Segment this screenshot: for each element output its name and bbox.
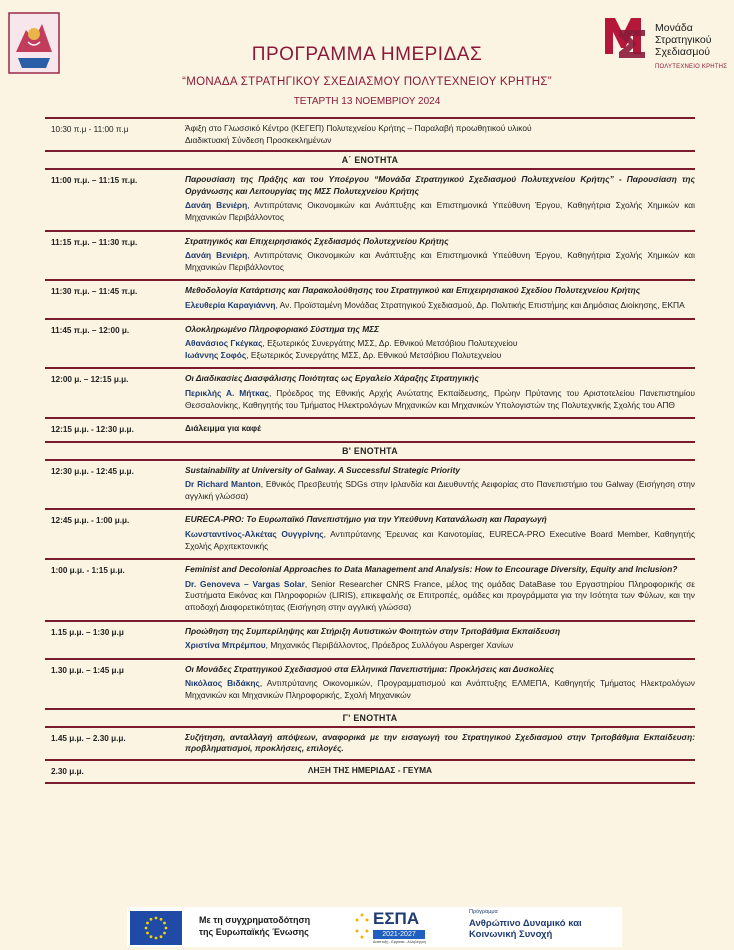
speaker-role: , Πρόεδρος της Εθνικής Αρχής Ανώτατης Εκπαίδευσης, Πρώην Πρύτανης του Αριστοτελείου Πανεπιστημίου Θεσσαλονίκης, Καθηγητής του Τμήματος Ηλεκτρολόγων Μηχανικών και Μηχανικών Υπολογιστών της Πολυτεχνικής Σχολής του ΑΠΘ <box>185 387 695 410</box>
time-cell: 1:00 μ.μ. - 1:15 μ.μ. <box>51 566 125 576</box>
speaker-name: Δανάη Βενιέρη <box>185 250 248 261</box>
content-cell <box>185 369 695 417</box>
speaker-role: , Senior Researcher CNRS France, μέλος της ομάδας DataBase του Εργαστηρίου Πληροφορικής σε Συστήματα Εικόνας και Πληροφοριών (LIRIS), επικεφαλής σε Επιτροπές, ομάδες και προγράμματα για την Ισότητα των Φύλων, και την αποδοχή Διαφορετικότητας (Εισήγηση στην αγγλική γλώσσα) <box>185 578 695 613</box>
speaker-name: Χριστίνα Μπρέμπου <box>185 640 266 651</box>
page-title: ΠΡΟΓΡΑΜΜΑ ΗΜΕΡΙΔΑΣ <box>251 44 483 65</box>
content-cell <box>185 728 695 759</box>
speaker-role: , Εξωτερικός Συνεργάτης ΜΣΣ, Δρ. Εθνικού Μετσόβιου Πολυτεχνείου <box>262 338 518 349</box>
content-cell <box>185 660 695 708</box>
speaker-role: , Αντιπρύτανις Οικονομικών και Ανάπτυξης και Επιστημονικά Υπεύθυνη Έργου, Καθηγήτρια Σχολής Χημικών και Μηχανικών Περιβάλλοντος <box>185 200 695 222</box>
schedule-row <box>45 419 695 441</box>
section-heading: Β' ΕΝΟΤΗΤΑ <box>342 445 398 456</box>
schedule-row <box>45 369 695 417</box>
speaker-info <box>185 250 695 273</box>
speaker-info <box>185 338 695 350</box>
page-subtitle: “ΜΟΝΑΔΑ ΣΤΡΑΤΗΓΙΚΟΥ ΣΧΕΔΙΑΣΜΟΥ ΠΟΛΥΤΕΧΝΕΙΟΥ ΚΡΗΤΗΣ” <box>182 76 552 88</box>
content-cell <box>185 419 695 441</box>
schedule-row <box>45 119 695 150</box>
section-heading: Α΄ ΕΝΟΤΗΤΑ <box>341 155 399 166</box>
time-cell: 10:30 π.μ - 11:00 π.μ <box>51 125 129 134</box>
espa-title: ΕΣΠΑ <box>373 909 420 928</box>
schedule-row <box>45 281 695 317</box>
time-cell: 12:30 μ.μ. - 12:45 μ.μ. <box>51 466 134 476</box>
schedule-row <box>45 728 695 759</box>
content-cell <box>185 461 695 509</box>
time-cell: 12:15 μ.μ. - 12:30 μ.μ. <box>51 425 134 435</box>
schedule-row <box>45 560 695 619</box>
divider <box>45 782 695 784</box>
content-cell <box>185 170 695 229</box>
speaker-role: , Αντιπρύτανις Οικονομικών και Ανάπτυξης και Επιστημονικά Υπεύθυνη Έργου, Καθηγήτρια Σχολής Χημικών και Μηχανικών Περιβάλλοντος <box>185 250 695 272</box>
espa-logo <box>353 909 427 945</box>
content-cell <box>185 622 695 658</box>
speaker-name: Δανάη Βενιέρη <box>185 200 248 211</box>
speaker-role: , Αντιπρύτανης Οικονομικών, Προγραμματισμού και Ανάπτυξης ΕΛΜΕΠΑ, Καθηγητής Τμήματος Ηλεκτρολόγων Μηχανικών και Μηχανικών Πληροφορικής, Σχολή Μηχανικών <box>185 678 695 700</box>
speaker-role: , Αντιπρύτανης Έρευνας και Καινοτομίας, EURECA-PRO Executive Board Member, Καθηγητής Σχολής Αρχιτεκτονικής <box>185 529 695 551</box>
end-label: ΛΗΞΗ ΤΗΣ ΗΜΕΡΙΔΑΣ - ΓΕΥΜΑ <box>307 764 433 775</box>
section-heading: Γ' ΕΝΟΤΗΤΑ <box>342 712 398 723</box>
espa-stars-icon <box>353 911 371 941</box>
speaker-role: , Αν. Προϊσταμένη Μονάδας Στρατηγικού Σχεδιασμού, Δρ. Πολιτικής Επιστήμης και Δημόσιας Διοίκησης, ΕΚΠΑ <box>275 299 685 310</box>
speaker-info <box>185 479 695 502</box>
speaker-info <box>185 529 695 552</box>
content-cell <box>185 320 695 368</box>
schedule-table <box>45 117 695 784</box>
time-cell: 2.30 μ.μ. <box>51 766 84 776</box>
schedule-row <box>45 510 695 558</box>
speaker-name: Dr Richard Manton <box>185 479 261 490</box>
speaker-info <box>185 388 695 411</box>
time-cell: 12:45 μ.μ. - 1:00 μ.μ. <box>51 516 130 526</box>
session-title: Στρατηγικός και Επιχειρησιακός Σχεδιασμός Πολυτεχνείου Κρήτης <box>185 235 449 246</box>
content-cell <box>185 232 695 280</box>
content-cell <box>185 281 695 317</box>
session-title: Προώθηση της Συμπερίληψης και Στήριξη Αυτιστικών Φοιτητών στην Τριτοβάθμια Εκπαίδευση <box>185 625 561 636</box>
speaker-info <box>185 300 695 312</box>
schedule-row <box>45 461 695 509</box>
content-cell <box>185 119 695 150</box>
time-cell: 12:00 μ. – 12:15 μ.μ. <box>51 375 129 385</box>
espa-years: 2021-2027 <box>373 930 425 939</box>
speaker-name: Νικόλαος Βιδάκης <box>185 678 260 689</box>
session-title: Οι Μονάδες Στρατηγικού Σχεδιασμού στα Ελληνικά Πανεπιστήμια: Προκλήσεις και Δυσκολίες <box>185 663 555 674</box>
programme-title: Ανθρώπινο Δυναμικό και Κοινωνική Συνοχή <box>469 918 582 940</box>
session-title: Feminist and Decolonial Approaches to Data Management and Analysis: How to Encourage Diversity, Equity and Inclusion? <box>185 564 678 575</box>
session-title: EURECA-PRO: Το Ευρωπαϊκό Πανεπιστήμιο για την Υπεύθυνη Κατανάλωση και Παραγωγή <box>185 514 547 525</box>
schedule-row <box>45 660 695 708</box>
time-cell: 1.45 μ.μ. – 2.30 μ.μ. <box>51 733 126 743</box>
schedule-row <box>45 761 695 783</box>
espa-tagline: Ανάπτυξη - Εργασία - Αλληλεγγύη <box>373 940 426 944</box>
speaker-info <box>185 579 695 614</box>
session-title: Μεθοδολογία Κατάρτισης και Παρακολούθησης του Στρατηγικού και Επιχειρησιακού Σχεδίου Πολυτεχνείου Κρήτης <box>185 285 641 296</box>
session-title: Οι Διαδικασίες Διασφάλισης Ποιότητας ως Εργαλείο Χάραξης Στρατηγικής <box>185 373 479 384</box>
speaker-role: , Μηχανικός Περιβάλλοντος, Πρόεδρος Συλλόγου Asperger Χανίων <box>265 640 514 651</box>
speaker-info <box>185 640 695 652</box>
session-title: Sustainability at University of Galway. A Successful Strategic Priority <box>185 464 461 475</box>
speaker-role: , Εθνικός Πρεσβευτής SDGs στην Ιρλανδία και Διευθυντής Αειφορίας στο Πανεπιστήμιο του Galway (Εισήγηση στην αγγλική γλώσσα) <box>185 479 695 501</box>
session-title: Παρουσίαση της Πράξης και του Υπoέργου “Μονάδα Στρατηγικού Σχεδιασμού Πολυτεχνείου Κρήτης” - Παρουσίαση της Οργάνωσης και Λειτουργίας της ΜΣΣ Πολυτεχνείου Κρήτης <box>185 174 695 196</box>
time-cell: 11:00 π.μ. – 11:15 π.μ. <box>51 176 138 186</box>
speaker-name: Ελευθερία Καραγιάννη <box>185 299 276 310</box>
speaker-info <box>185 678 695 701</box>
speaker-name: Περικλής Α. Μήτκας <box>185 387 269 398</box>
funding-banner <box>127 907 622 947</box>
session-title: Συζήτηση, ανταλλαγή απόψεων, αναφορικά με την εισαγωγή του Στρατηγικού Σχεδιασμού στην Τριτοβάθμια Εκπαίδευση: προβληματισμοί, προκλήσεις, επιλογές. <box>185 731 695 754</box>
logo-subtext: ΠΟΛΥΤΕΧΝΕΙΟ ΚΡΗΤΗΣ <box>655 64 728 70</box>
speaker-role: , Εξωτερικός Συνεργάτης ΜΣΣ, Δρ. Εθνικού Μετσόβιου Πολυτεχνείου <box>246 349 502 360</box>
eu-cofunding-text: Με τη συγχρηματοδότηση της Ευρωπαϊκής Ένωσης <box>199 915 311 937</box>
speaker-name: Αθανάσιος Γκέγκας <box>185 338 263 349</box>
speaker-info <box>185 350 695 362</box>
session-title: Ολοκληρωμένο Πληροφοριακό Σύστημα της ΜΣΣ <box>185 323 380 334</box>
intro-line: Διαδικτυακή Σύνδεση Προσκεκλημένων <box>185 134 332 145</box>
event-date: ΤΕΤΑΡΤΗ 13 ΝΟΕΜΒΡΙΟΥ 2024 <box>293 96 441 107</box>
schedule-row <box>45 170 695 229</box>
time-cell: 11:30 π.μ. – 11:45 π.μ. <box>51 287 138 297</box>
eu-flag-icon <box>130 911 182 945</box>
speaker-name: Dr. Genoveva – Vargas Solar <box>185 578 305 589</box>
schedule-row <box>45 622 695 658</box>
time-cell: 11:45 π.μ. – 12:00 μ. <box>51 325 130 335</box>
schedule-row <box>45 232 695 280</box>
speaker-name: Ιωάννης Σοφός <box>185 349 247 360</box>
intro-line: Άφιξη στο Γλωσσικό Κέντρο (ΚΕΓΕΠ) Πολυτεχνείου Κρήτης – Παραλαβή προωθητικού υλικού <box>185 123 532 133</box>
speaker-name: Κωνσταντίνος-Αλκέτας Ουγγρίνης <box>185 529 324 540</box>
break-label: Διάλειμμα για καφέ <box>185 423 261 434</box>
logo-text: Μονάδα Στρατηγικού Σχεδιασμού <box>655 22 712 58</box>
time-cell: 11:15 π.μ. – 11:30 π.μ. <box>51 237 138 247</box>
time-cell: 1.30 μ.μ. – 1:45 μ.μ <box>51 665 124 675</box>
schedule-row <box>45 320 695 368</box>
content-cell <box>185 510 695 558</box>
content-cell <box>185 560 695 619</box>
time-cell: 1.15 μ.μ. – 1:30 μ.μ <box>51 627 124 637</box>
speaker-info <box>185 200 695 223</box>
programme-label: Πρόγραμμα <box>469 909 498 915</box>
